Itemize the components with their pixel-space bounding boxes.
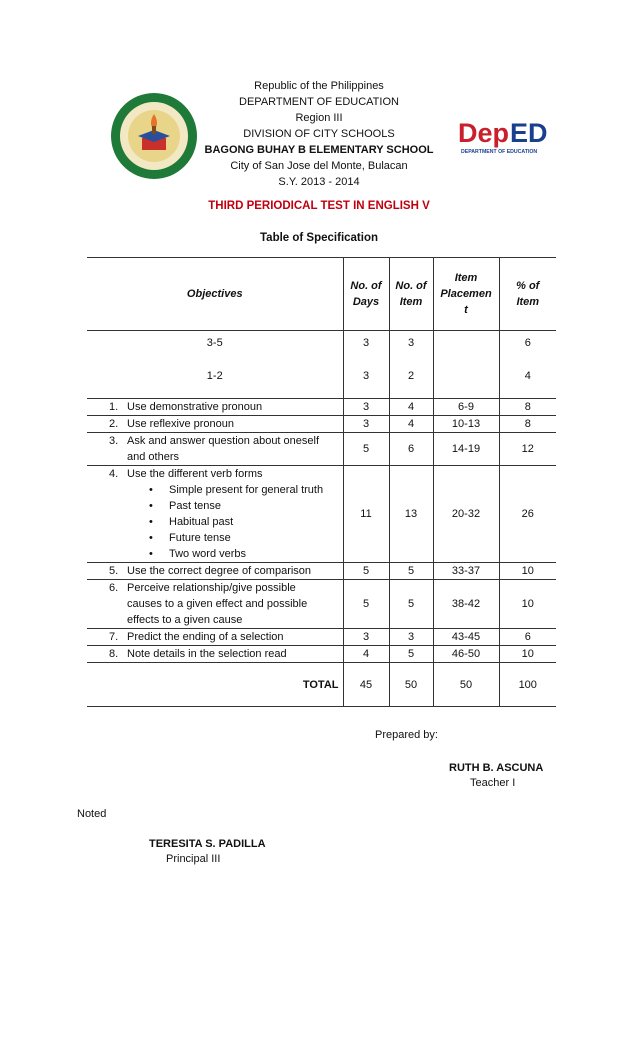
objective-number: 7. [109, 631, 119, 643]
pre-row-placement [433, 355, 499, 399]
row-items: 13 [389, 466, 433, 563]
table-row [87, 646, 556, 663]
prepared-by-label: Prepared by: [375, 729, 438, 741]
header-placement: Item Placemen t [433, 258, 499, 331]
row-days: 5 [343, 563, 389, 580]
noted-label: Noted [77, 808, 107, 820]
objective-text-continued: effects to a given cause [127, 614, 243, 626]
table-row [87, 466, 556, 563]
table-row [87, 629, 556, 646]
pre-row-items: 2 [389, 355, 433, 399]
noter-name: TERESITA S. PADILLA [149, 838, 266, 850]
noter-title: Principal III [166, 853, 221, 865]
row-days: 3 [343, 629, 389, 646]
row-placement: 6-9 [433, 399, 499, 416]
row-placement: 20-32 [433, 466, 499, 563]
total-days: 45 [343, 663, 389, 707]
row-days: 4 [343, 646, 389, 663]
preparer-name: RUTH B. ASCUNA [449, 762, 544, 774]
header-line-4: DIVISION OF CITY SCHOOLS [243, 128, 395, 140]
objective-text: Use the correct degree of comparison [127, 565, 312, 577]
objective-text: Perceive relationship/give possible [127, 582, 296, 594]
row-percent: 26 [499, 466, 556, 563]
row-items: 4 [389, 399, 433, 416]
total-label: TOTAL [87, 663, 343, 707]
row-days: 5 [343, 433, 389, 466]
header-days: No. of Days [343, 258, 389, 331]
table-row [87, 399, 556, 416]
objective-text: Use demonstrative pronoun [127, 401, 263, 413]
objective-cell [87, 563, 343, 580]
header-objectives: Objectives [87, 258, 343, 331]
pre-row-items: 3 [389, 331, 433, 355]
header-items: No. of Item [389, 258, 433, 331]
total-percent: 100 [499, 663, 556, 707]
objective-number: 6. [109, 582, 119, 594]
row-items: 6 [389, 433, 433, 466]
row-placement: 46-50 [433, 646, 499, 663]
objective-cell [87, 646, 343, 663]
objective-cell [87, 416, 343, 433]
objective-cell [87, 399, 343, 416]
row-items: 4 [389, 416, 433, 433]
svg-text:DEPARTMENT OF EDUCATION: DEPARTMENT OF EDUCATION [461, 149, 538, 155]
table-row [87, 355, 556, 399]
pre-row-placement [433, 331, 499, 355]
header-percent: % of Item [499, 258, 556, 331]
total-placement: 50 [433, 663, 499, 707]
list-item: • Two word verbs [149, 546, 339, 562]
objective-number: 3. [109, 435, 119, 447]
row-placement: 38-42 [433, 580, 499, 629]
objective-cell [87, 629, 343, 646]
row-days: 5 [343, 580, 389, 629]
row-percent: 10 [499, 563, 556, 580]
row-percent: 10 [499, 580, 556, 629]
pre-row-percent: 4 [499, 355, 556, 399]
objective-text: Note details in the selection read [127, 648, 287, 660]
pre-row-label: 3-5 [206, 336, 223, 349]
table-header-row [87, 258, 556, 331]
pre-row-label: 1-2 [87, 355, 343, 399]
header-line-2: DEPARTMENT OF EDUCATION [239, 96, 399, 108]
objective-number: 4. [109, 468, 119, 480]
list-item: • Past tense [149, 498, 339, 514]
table-title: Table of Specification [260, 232, 378, 244]
row-placement: 33-37 [433, 563, 499, 580]
preparer-title: Teacher I [470, 777, 516, 789]
row-percent: 12 [499, 433, 556, 466]
row-percent: 10 [499, 646, 556, 663]
list-item: • Simple present for general truth [149, 482, 339, 498]
objective-text-continued: and others [127, 451, 179, 463]
svg-text:Dep: Dep [458, 118, 510, 148]
row-percent: 8 [499, 399, 556, 416]
table-row [87, 563, 556, 580]
header-line-1: Republic of the Philippines [254, 80, 384, 92]
school-year: S.Y. 2013 - 2014 [278, 176, 360, 188]
objective-number: 8. [109, 648, 119, 660]
objective-text: Predict the ending of a selection [127, 631, 284, 643]
table-row [87, 433, 556, 466]
objective-cell [87, 466, 343, 563]
list-item: • Habitual past [149, 514, 339, 530]
row-placement: 14-19 [433, 433, 499, 466]
total-items: 50 [389, 663, 433, 707]
verb-forms-list [109, 482, 339, 562]
list-item: • Future tense [149, 530, 339, 546]
row-placement: 10-13 [433, 416, 499, 433]
row-days: 3 [343, 416, 389, 433]
table-row [87, 580, 556, 629]
school-name: BAGONG BUHAY B ELEMENTARY SCHOOL [204, 144, 434, 156]
specification-table [87, 257, 556, 707]
school-address: City of San Jose del Monte, Bulacan [230, 160, 408, 172]
test-title: THIRD PERIODICAL TEST IN ENGLISH V [208, 200, 430, 212]
row-items: 5 [389, 580, 433, 629]
objective-cell [87, 580, 343, 629]
row-items: 3 [389, 629, 433, 646]
objective-number: 1. [109, 401, 119, 413]
header-line-3: Region III [295, 112, 343, 124]
svg-text:ED: ED [510, 118, 548, 148]
row-percent: 6 [499, 629, 556, 646]
row-placement: 43-45 [433, 629, 499, 646]
table-row [87, 416, 556, 433]
total-row [87, 663, 556, 707]
objective-cell [87, 433, 343, 466]
objective-text: Ask and answer question about oneself [127, 435, 320, 447]
row-percent: 8 [499, 416, 556, 433]
row-items: 5 [389, 646, 433, 663]
pre-row-days: 3 [343, 331, 389, 355]
objective-number: 5. [109, 565, 119, 577]
objective-text: Use the different verb forms [127, 468, 263, 480]
row-days: 3 [343, 399, 389, 416]
row-items: 5 [389, 563, 433, 580]
pre-row-days: 3 [343, 355, 389, 399]
table-row [87, 331, 556, 355]
row-days: 11 [343, 466, 389, 563]
pre-row-percent: 6 [499, 331, 556, 355]
objective-text-continued: causes to a given effect and possible [127, 598, 308, 610]
objective-number: 2. [109, 418, 119, 430]
objective-text: Use reflexive pronoun [127, 418, 235, 430]
